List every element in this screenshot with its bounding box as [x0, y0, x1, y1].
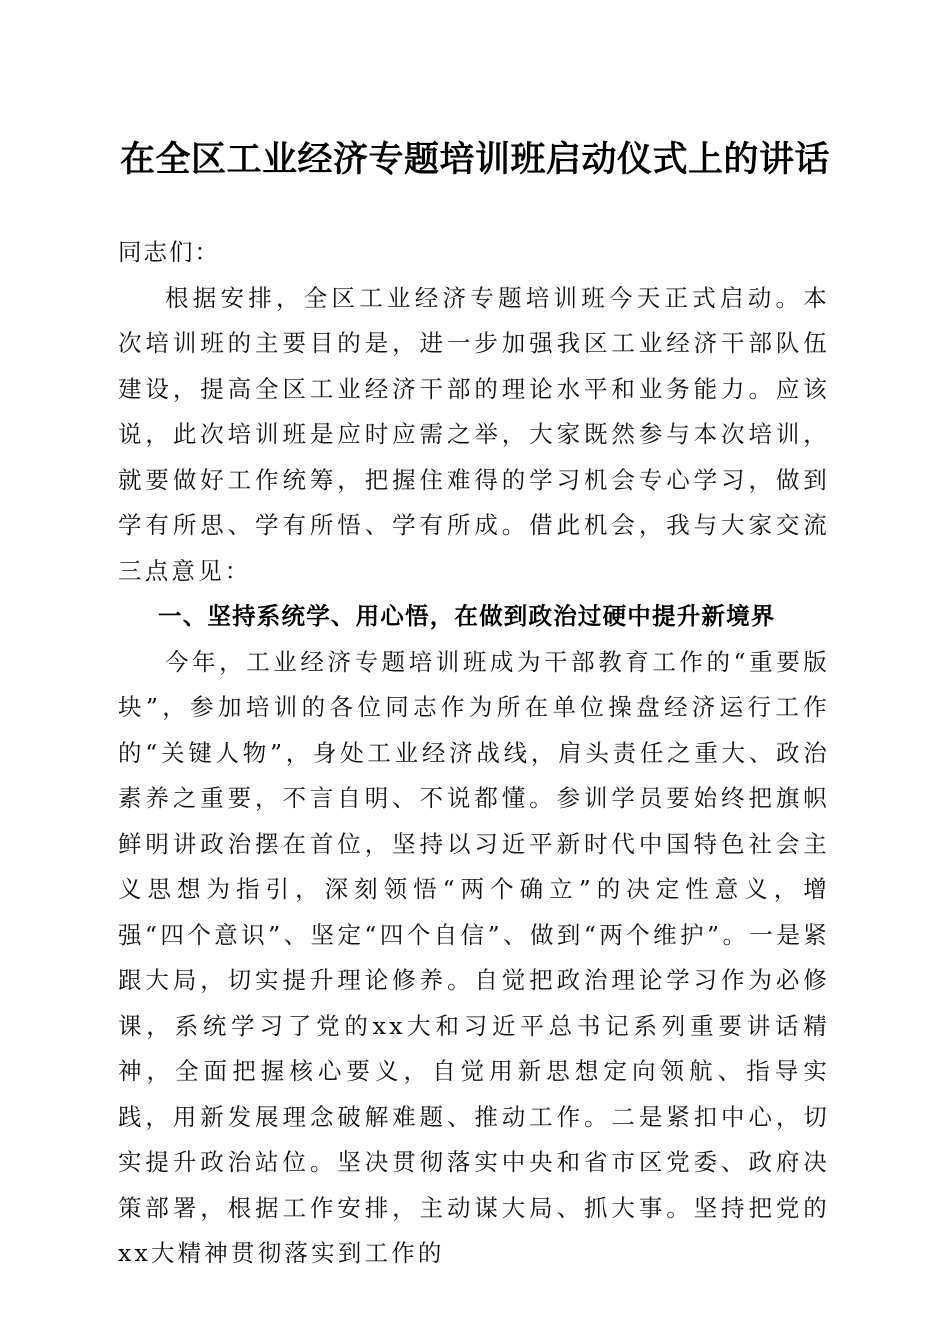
salutation: 同志们： [118, 238, 220, 266]
intro-paragraph: 根据安排，全区工业经济专题培训班今天正式启动。本次培训班的主要目的是，进一步加强我区工业经济干部队伍建设，提高全区工业经济干部的理论水平和业务能力。应该说，此次培训班是应时应需之举，大家既然参与本次培训，就要做好工作统筹，把握住难得的学习机会专心学习，做到学有所思、学有所悟、学有所成。借此机会，我与大家交流三点意见： [118, 283, 830, 585]
document-body [118, 230, 830, 1277]
document-title: 在全区工业经济专题培训班启动仪式上的讲话 [119, 139, 830, 180]
section-1-heading: 一、坚持系统学、用心悟，在做到政治过硬中提升新境界 [158, 602, 776, 630]
section-1-paragraph: 今年，工业经济专题培训班成为干部教育工作的“重要版块”，参加培训的各位同志作为所在单位操盘经济运行工作的“关键人物”，身处工业经济战线，肩头责任之重大、政治素养之重要，不言自明、不说都懂。参训学员要始终把旗帜鲜明讲政治摆在首位，坚持以习近平新时代中国特色社会主义思想为指引，深刻领悟“两个确立”的决定性意义，增强“四个意识”、坚定“四个自信”、做到“两个维护”。一是紧跟大局，切实提升理论修养。自觉把政治理论学习作为必修课，系统学习了党的xx大和习近平总书记系列重要讲话精神，全面把握核心要义，自觉用新思想定向领航、指导实践，用新发展理念破解难题、推动工作。二是紧扣中心，切实提升政治站位。坚决贯彻落实中央和省市区党委、政府决策部署，根据工作安排，主动谋大局、抓大事。坚持把党的xx大精神贯彻落实到工作的 [118, 647, 830, 1267]
